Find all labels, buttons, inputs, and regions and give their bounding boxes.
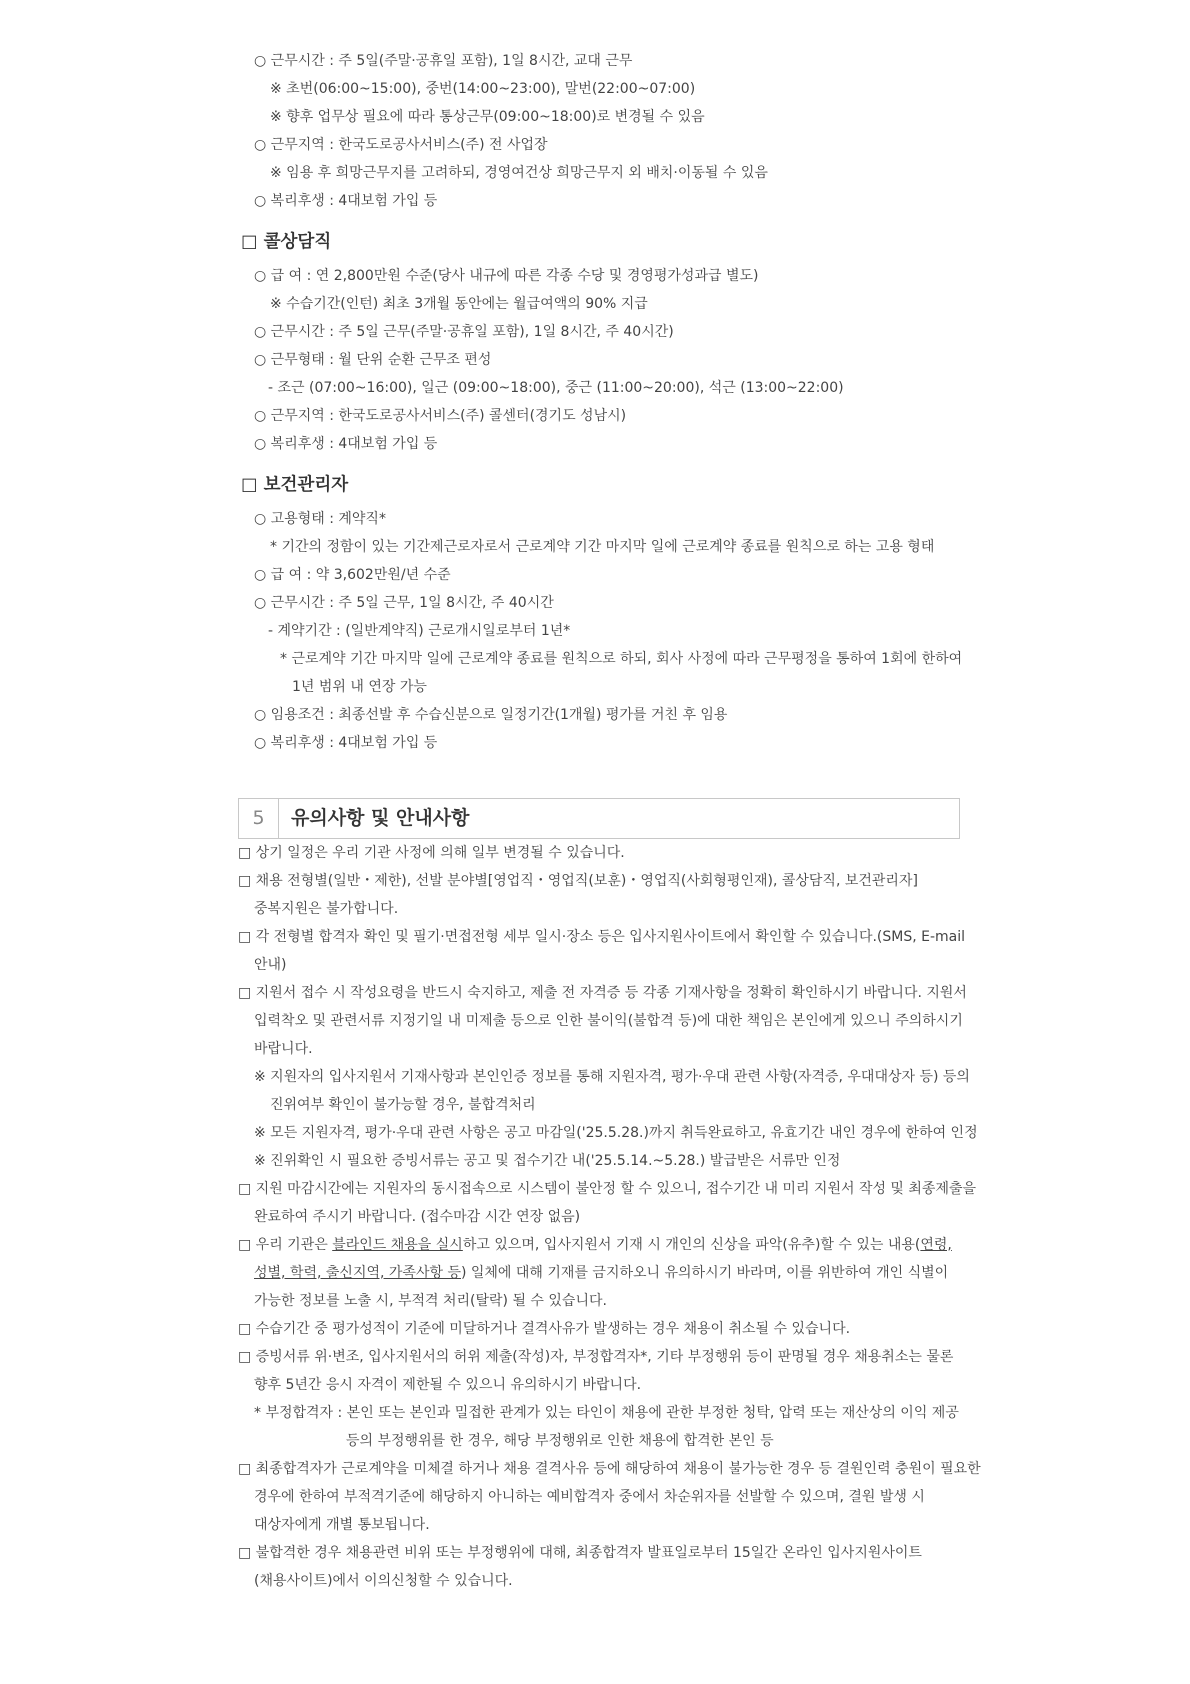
text-line: ○ 복리후생 : 4대보험 가입 등	[254, 436, 438, 452]
text-line: ○ 근무시간 : 주 5일 근무, 1일 8시간, 주 40시간	[254, 595, 554, 611]
text-line: - 조근 (07:00~16:00), 일근 (09:00~18:00), 중근 (11:00~20:00), 석근 (13:00~22:00)	[268, 380, 844, 396]
text-line: ○ 복리후생 : 4대보험 가입 등	[254, 193, 438, 209]
section-number: 5	[239, 799, 279, 838]
text-line: □ 각 전형별 합격자 확인 및 필기·면접전형 세부 일시·장소 등은 입사지원사이트에서 확인할 수 있습니다.(SMS, E-mail	[238, 929, 966, 945]
text-line: 1년 범위 내 연장 가능	[292, 679, 427, 695]
text-line: ※ 진위확인 시 필요한 증빙서류는 공고 및 접수기간 내('25.5.14.~5.28.) 발급받은 서류만 인정	[254, 1153, 841, 1169]
text-line: ○ 근무시간 : 주 5일 근무(주말·공휴일 포함), 1일 8시간, 주 40시간)	[254, 324, 674, 340]
text-line: (채용사이트)에서 이의신청할 수 있습니다.	[254, 1573, 513, 1589]
text-line: ※ 향후 업무상 필요에 따라 통상근무(09:00~18:00)로 변경될 수 있음	[270, 109, 705, 125]
text-span: 하고 있으며, 입사지원서 기재 시 개인의 신상을 파악(유추)할 수 있는 내용(	[462, 1237, 921, 1253]
text-line: □ 수습기간 중 평가성적이 기준에 미달하거나 결격사유가 발생하는 경우 채용이 취소될 수 있습니다.	[238, 1321, 851, 1337]
text-line: 대상자에게 개별 통보됩니다.	[254, 1517, 430, 1533]
subsection-heading: □ 콜상담직	[241, 232, 332, 252]
section-title: 유의사항 및 안내사항	[291, 807, 470, 829]
text-span: □ 우리 기관은	[238, 1237, 333, 1253]
text-line: □ 지원 마감시간에는 지원자의 동시접속으로 시스템이 불안정 할 수 있으니, 접수기간 내 미리 지원서 작성 및 최종제출을	[238, 1181, 977, 1197]
text-line: □ 지원서 접수 시 작성요령을 반드시 숙지하고, 제출 전 자격증 등 각종 기재사항을 정확히 확인하시기 바랍니다. 지원서	[238, 985, 967, 1001]
text-line: ○ 근무시간 : 주 5일(주말·공휴일 포함), 1일 8시간, 교대 근무	[254, 53, 633, 69]
text-line: 입력착오 및 관련서류 지정기일 내 미제출 등으로 인한 불이익(불합격 등)에 대한 책임은 본인에게 있으니 주의하시기	[254, 1013, 963, 1029]
text-line: ※ 임용 후 희망근무지를 고려하되, 경영여건상 희망근무지 외 배치·이동될 수 있음	[270, 165, 768, 181]
text-line: ※ 지원자의 입사지원서 기재사항과 본인인증 정보를 통해 지원자격, 평가·우대 관련 사항(자격증, 우대대상자 등) 등의	[254, 1069, 970, 1085]
text-line: □ 증빙서류 위·변조, 입사지원서의 허위 제출(작성)자, 부정합격자*, 기타 부정행위 등이 판명될 경우 채용취소는 물론	[238, 1349, 954, 1365]
text-line: □ 최종합격자가 근로계약을 미체결 하거나 채용 결격사유 등에 해당하여 채용이 불가능한 경우 등 결원인력 충원이 필요한	[238, 1461, 981, 1477]
text-line: ※ 모든 지원자격, 평가·우대 관련 사항은 공고 마감일('25.5.28.)까지 취득완료하고, 유효기간 내인 경우에 한하여 인정	[254, 1125, 978, 1141]
text-line	[238, 1235, 952, 1255]
text-line: ○ 근무지역 : 한국도로공사서비스(주) 콜센터(경기도 성남시)	[254, 408, 627, 424]
text-line: * 기간의 정함이 있는 기간제근로자로서 근로계약 기간 마지막 일에 근로계약 종료를 원칙으로 하는 고용 형태	[270, 539, 935, 555]
text-span: ) 일체에 대해 기재를 금지하오니 유의하시기 바라며, 이를 위반하여 개인 식별이	[460, 1265, 949, 1281]
text-line: ○ 복리후생 : 4대보험 가입 등	[254, 735, 438, 751]
text-line: □ 채용 전형별(일반・제한), 선발 분야별[영업직・영업직(보훈)・영업직(사회형평인재), 콜상담직, 보건관리자]	[238, 873, 918, 889]
text-line	[254, 1263, 948, 1283]
subsection-heading: □ 보건관리자	[241, 475, 349, 495]
text-line: □ 상기 일정은 우리 기관 사정에 의해 일부 변경될 수 있습니다.	[238, 845, 625, 861]
text-line: ※ 수습기간(인턴) 최초 3개월 동안에는 월급여액의 90% 지급	[270, 296, 648, 312]
text-line: 가능한 정보를 노출 시, 부적격 처리(탈락) 될 수 있습니다.	[254, 1293, 607, 1309]
text-line: 등의 부정행위를 한 경우, 해당 부정행위로 인한 채용에 합격한 본인 등	[346, 1433, 774, 1449]
text-line: 안내)	[254, 957, 287, 973]
text-line: 향후 5년간 응시 자격이 제한될 수 있으니 유의하시기 바랍니다.	[254, 1377, 642, 1393]
underlined-text: 연령,	[920, 1237, 952, 1253]
text-line: 완료하여 주시기 바랍니다. (접수마감 시간 연장 없음)	[254, 1209, 581, 1225]
text-line: 중복지원은 불가합니다.	[254, 901, 399, 917]
text-line: □ 불합격한 경우 채용관련 비위 또는 부정행위에 대해, 최종합격자 발표일로부터 15일간 온라인 입사지원사이트	[238, 1545, 922, 1561]
text-line: ○ 급 여 : 약 3,602만원/년 수준	[254, 567, 451, 583]
text-line: 경우에 한하여 부적격기준에 해당하지 아니하는 예비합격자 중에서 차순위자를 선발할 수 있으며, 결원 발생 시	[254, 1489, 925, 1505]
text-line: * 근로계약 기간 마지막 일에 근로계약 종료를 원칙으로 하되, 회사 사정에 따라 근무평정을 통하여 1회에 한하여	[280, 651, 963, 667]
text-line: 바랍니다.	[254, 1041, 313, 1057]
text-line: ○ 근무지역 : 한국도로공사서비스(주) 전 사업장	[254, 137, 548, 153]
text-line: ○ 고용형태 : 계약직*	[254, 511, 386, 527]
text-line: * 부정합격자 : 본인 또는 본인과 밀접한 관계가 있는 타인이 채용에 관한 부정한 청탁, 압력 또는 재산상의 이익 제공	[254, 1405, 959, 1421]
text-line: ※ 초번(06:00~15:00), 중번(14:00~23:00), 말번(22:00~07:00)	[270, 81, 696, 97]
section-header	[238, 798, 960, 839]
text-line: - 계약기간 : (일반계약직) 근로개시일로부터 1년*	[268, 623, 571, 639]
text-line: 진위여부 확인이 불가능할 경우, 불합격처리	[270, 1097, 536, 1113]
underlined-text: 성별, 학력, 출신지역, 가족사항 등	[254, 1265, 461, 1281]
text-line: ○ 근무형태 : 월 단위 순환 근무조 편성	[254, 352, 492, 368]
underlined-text: 블라인드 채용을 실시	[332, 1237, 463, 1253]
text-line: ○ 급 여 : 연 2,800만원 수준(당사 내규에 따른 각종 수당 및 경영평가성과급 별도)	[254, 268, 759, 284]
text-line: ○ 임용조건 : 최종선발 후 수습신분으로 일정기간(1개월) 평가를 거친 후 임용	[254, 707, 728, 723]
